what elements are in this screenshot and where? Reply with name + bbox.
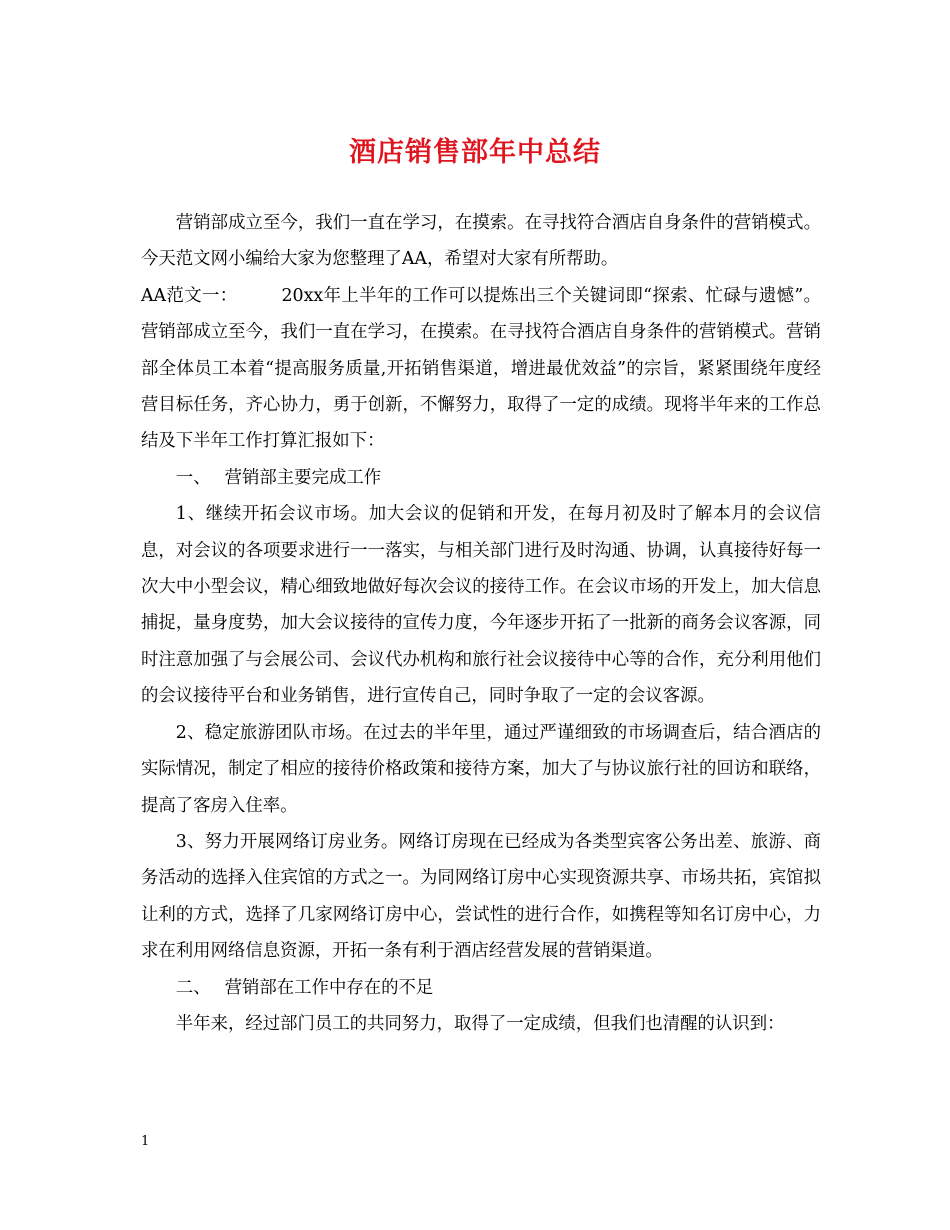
section-heading-2 bbox=[141, 970, 821, 1006]
item-paragraph-3: 3、努力开展网络订房业务。网络订房现在已经成为各类型宾客公务出差、旅游、商务活动的选择入住宾馆的方式之一。为同网络订房中心实现资源共享、市场共拓，宾馆拟让利的方式，选择了几家网络订房中心，尝试性的进行合作，如携程等知名订房中心，力求在利用网络信息资源，开拓一条有利于酒店经营发展的营销渠道。 bbox=[141, 831, 821, 962]
item-paragraph-2: 2、稳定旅游团队市场。在过去的半年里，通过严谨细致的市场调查后，结合酒店的实际情况，制定了相应的接待价格政策和接待方案，加大了与协议旅行社的回访和联络，提高了客房入住率。 bbox=[141, 722, 821, 816]
page-number: 1 bbox=[141, 1134, 150, 1149]
sample-paragraph bbox=[141, 278, 821, 460]
sample-text: 20xx年上半年的工作可以提炼出三个关键词即“探索、忙碌与遗憾”。营销部成立至今，我们一直在学习，在摸索。在寻找符合酒店自身条件的营销模式。营销部全体员工本着“提高服务质量,开拓销售渠道，增进最优效益”的宗旨，紧紧围绕年度经营目标任务，齐心协力，勇于创新，不懈努力，取得了一定的成绩。现将半年来的工作总结及下半年工作打算汇报如下： bbox=[141, 285, 821, 452]
document-title: 酒店销售部年中总结 bbox=[349, 137, 601, 168]
section-heading-1 bbox=[141, 460, 821, 496]
section-title-1: 营销部主要完成工作 bbox=[224, 467, 382, 488]
closing-paragraph: 半年来，经过部门员工的共同努力，取得了一定成绩，但我们也清醒的认识到： bbox=[175, 1013, 785, 1034]
section-number-1: 一、 bbox=[175, 467, 211, 488]
section-title-2: 营销部在工作中存在的不足 bbox=[224, 977, 434, 998]
document-body bbox=[141, 205, 821, 1042]
item-paragraph-1: 1、继续开拓会议市场。加大会议的促销和开发，在每月初及时了解本月的会议信息，对会议的各项要求进行一一落实，与相关部门进行及时沟通、协调，认真接待好每一次大中小型会议，精心细致地做好每次会议的接待工作。在会议市场的开发上，加大信息捕捉，量身度势，加大会议接待的宣传力度，今年逐步开拓了一批新的商务会议客源，同时注意加强了与会展公司、会议代办机构和旅行社会议接待中心等的合作，充分利用他们的会议接待平台和业务销售，进行宣传自己，同时争取了一定的会议客源。 bbox=[141, 504, 821, 707]
section-number-2: 二、 bbox=[175, 977, 211, 998]
sample-label: AA范文一： bbox=[141, 285, 238, 306]
intro-paragraph: 营销部成立至今，我们一直在学习，在摸索。在寻找符合酒店自身条件的营销模式。今天范文网小编给大家为您整理了AA，希望对大家有所帮助。 bbox=[141, 213, 821, 270]
